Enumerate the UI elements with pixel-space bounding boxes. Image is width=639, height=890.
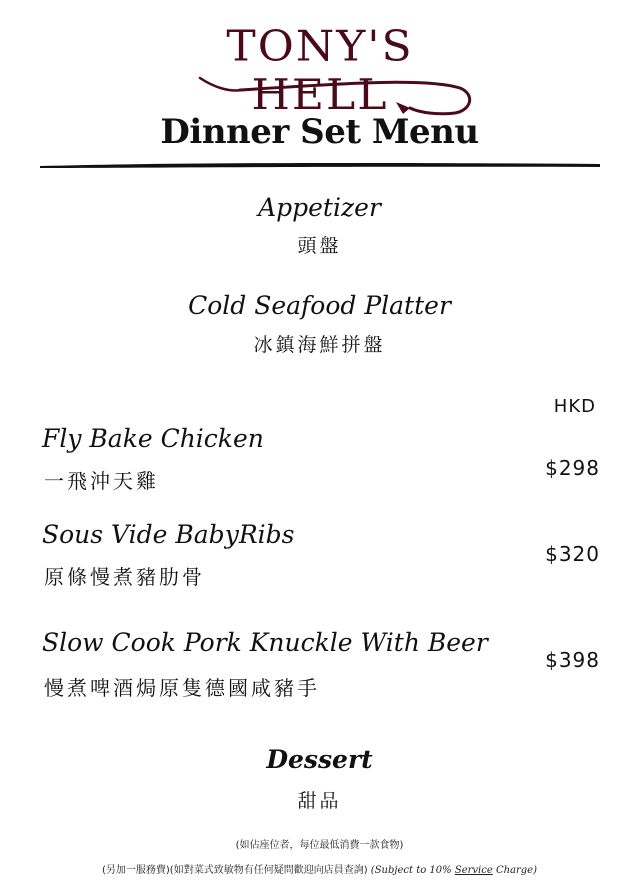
title-divider <box>40 160 600 170</box>
menu-item-name-cn: 慢煮啤酒焗原隻德國咸豬手 <box>44 676 320 700</box>
section-dessert-heading: Dessert <box>266 745 373 774</box>
currency-label: HKD <box>553 396 596 417</box>
menu-item-price: $298 <box>545 456 600 480</box>
page-title: Dinner Set Menu <box>160 112 479 152</box>
section-appetizer-heading-cn: 頭盤 <box>297 235 342 257</box>
footer-note-service-en-c: Charge) <box>492 865 537 876</box>
menu-item-name: Fly Bake Chicken <box>42 424 264 453</box>
section-dessert-heading-cn: 甜品 <box>297 790 342 812</box>
menu-item-price: $320 <box>545 542 600 566</box>
starter-name: Cold Seafood Platter <box>188 291 451 320</box>
footer-note-service-en-a: (Subject to 10% <box>370 865 455 876</box>
logo-tail-icon <box>170 18 480 118</box>
menu-item-name-cn: 原條慢煮豬肋骨 <box>44 565 205 589</box>
section-appetizer-heading: Appetizer <box>258 193 381 222</box>
starter-name-cn: 冰鎮海鮮拼盤 <box>253 334 386 356</box>
menu-item-name: Slow Cook Pork Knuckle With Beer <box>42 628 488 657</box>
menu-item-price: $398 <box>545 648 600 672</box>
menu-item-name-cn: 一飛沖天雞 <box>44 469 159 493</box>
footer-note-service <box>0 861 639 876</box>
footer-note-service-cn: (另加一服務費)(如對菜式致敏物有任何疑問歡迎向店員查詢) <box>102 865 368 876</box>
logo-text: TONY'S HELL <box>226 22 414 120</box>
footer-note-min-charge: (如佔座位者，每位最低消費一款食物) <box>235 840 404 851</box>
menu-item-name: Sous Vide BabyRibs <box>42 520 295 549</box>
footer-note-service-en-b: Service <box>454 865 493 876</box>
logo <box>170 18 480 118</box>
